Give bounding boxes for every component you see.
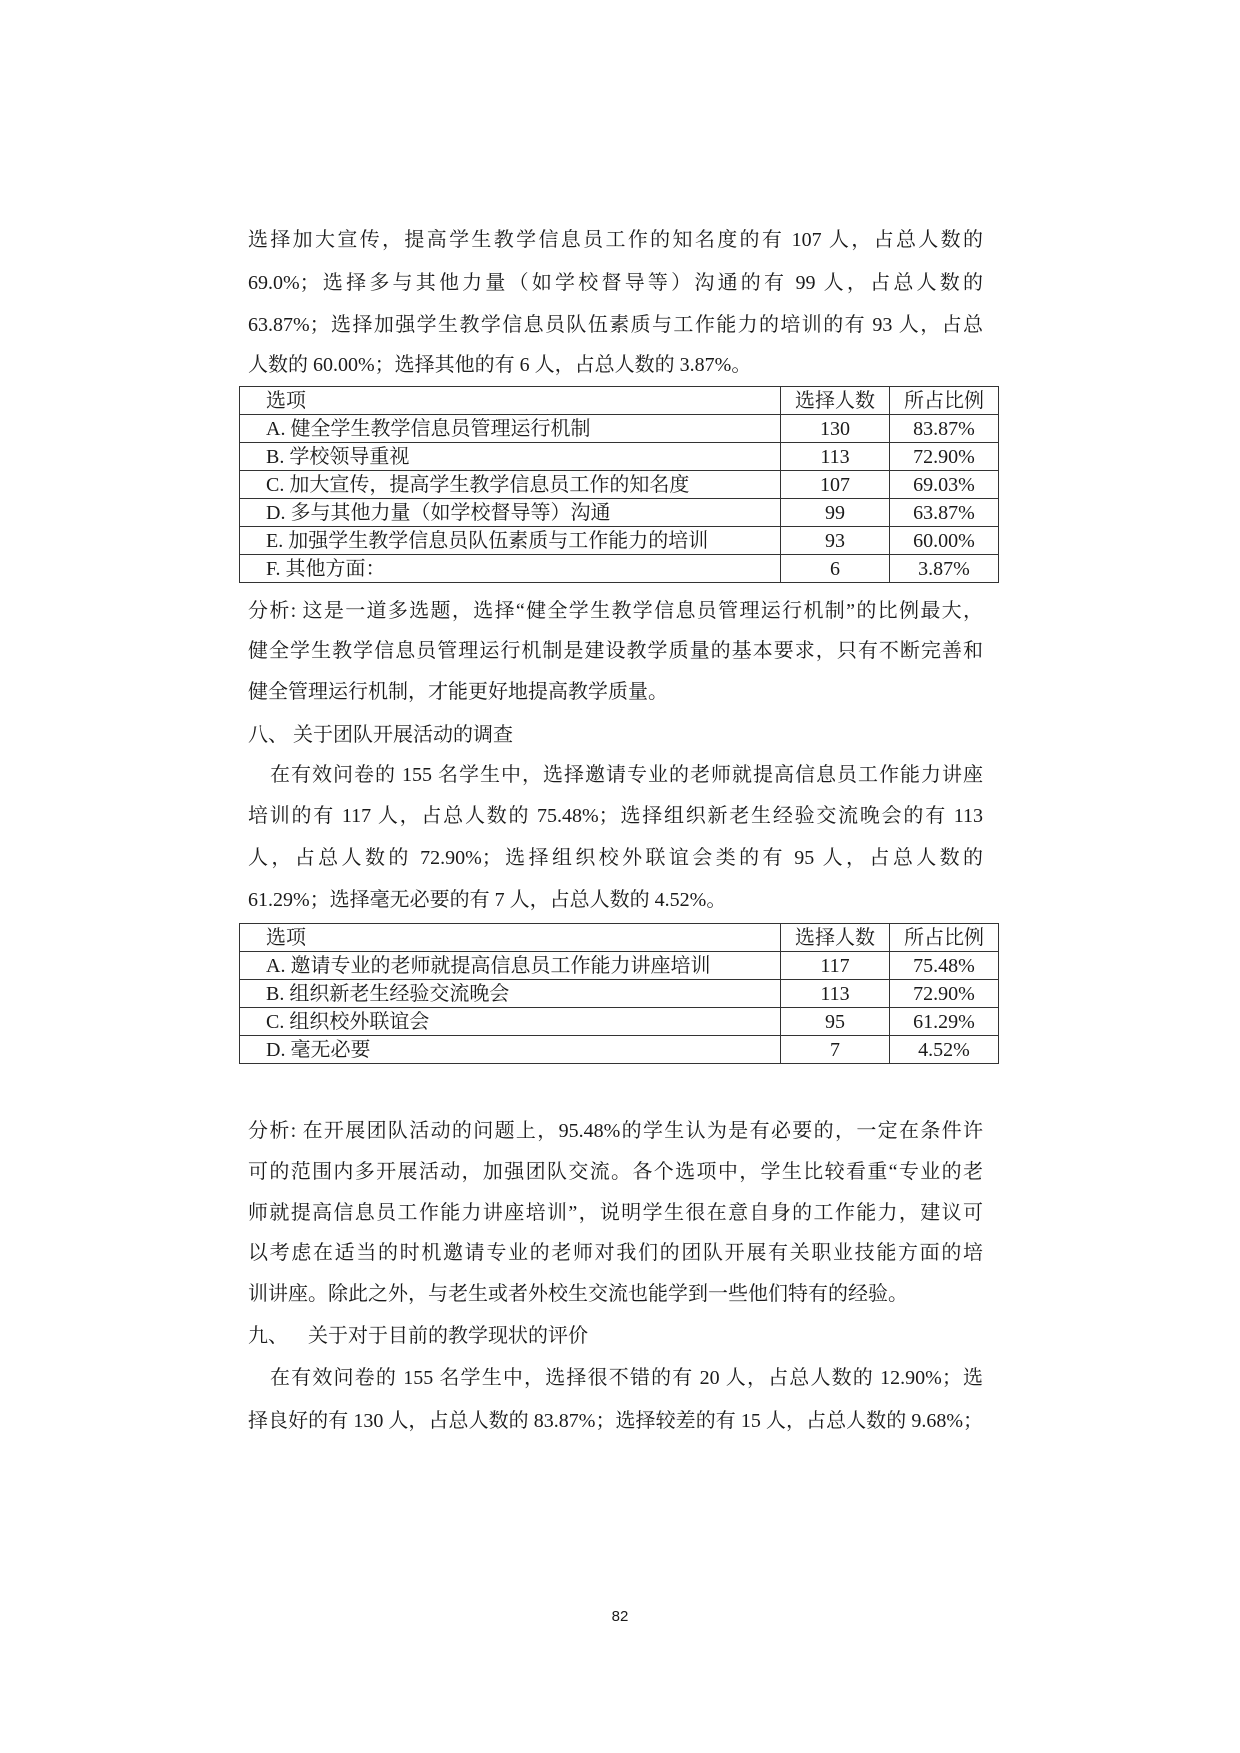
count-cell: 99	[781, 499, 890, 527]
header-ratio: 所占比例	[890, 924, 999, 952]
analysis-line: 分析: 这是一道多选题，选择“健全学生教学信息员管理运行机制”的比例最大，	[248, 600, 983, 622]
count-cell: 130	[781, 415, 890, 443]
page-number: 82	[611, 1608, 629, 1625]
count-cell: 107	[781, 471, 890, 499]
count-cell: 95	[781, 1008, 890, 1036]
ratio-cell: 3.87%	[890, 555, 999, 583]
analysis-line: 训讲座。除此之外，与老生或者外校生交流也能学到一些他们特有的经验。	[248, 1283, 908, 1305]
count-cell: 117	[781, 952, 890, 980]
table-row	[240, 952, 999, 980]
option-cell: A. 健全学生教学信息员管理运行机制	[240, 415, 781, 443]
table-row	[240, 1036, 999, 1064]
count-cell: 113	[781, 443, 890, 471]
option-cell: A. 邀请专业的老师就提高信息员工作能力讲座培训	[240, 952, 781, 980]
section-heading-9: 九、 关于对于目前的教学现状的评价	[248, 1325, 588, 1347]
header-count: 选择人数	[781, 387, 890, 415]
table-row	[240, 499, 999, 527]
option-cell: B. 学校领导重视	[240, 443, 781, 471]
paragraph-line: 63.87%；选择加强学生教学信息员队伍素质与工作能力的培训的有 93 人，占总	[248, 314, 983, 336]
option-cell: F. 其他方面：	[240, 555, 781, 583]
table-row	[240, 443, 999, 471]
option-cell: D. 毫无必要	[240, 1036, 781, 1064]
ratio-cell: 60.00%	[890, 527, 999, 555]
paragraph-line: 选择加大宣传，提高学生教学信息员工作的知名度的有 107 人，占总人数的	[248, 229, 983, 251]
option-cell: B. 组织新老生经验交流晚会	[240, 980, 781, 1008]
ratio-cell: 69.03%	[890, 471, 999, 499]
paragraph-line: 在有效问卷的 155 名学生中，选择很不错的有 20 人，占总人数的 12.90%；选	[270, 1367, 983, 1389]
header-option: 选项	[240, 387, 781, 415]
option-cell: D. 多与其他力量（如学校督导等）沟通	[240, 499, 781, 527]
table-row	[240, 555, 999, 583]
ratio-cell: 72.90%	[890, 443, 999, 471]
table-row	[240, 1008, 999, 1036]
ratio-cell: 63.87%	[890, 499, 999, 527]
count-cell: 7	[781, 1036, 890, 1064]
table-header-row	[240, 387, 999, 415]
analysis-line: 分析: 在开展团队活动的问题上，95.48%的学生认为是有必要的，一定在条件许	[248, 1120, 983, 1142]
header-option: 选项	[240, 924, 781, 952]
survey-table-2	[239, 923, 999, 1064]
section-heading-8: 八、 关于团队开展活动的调查	[248, 724, 513, 746]
header-count: 选择人数	[781, 924, 890, 952]
paragraph-line: 在有效问卷的 155 名学生中，选择邀请专业的老师就提高信息员工作能力讲座	[270, 764, 983, 786]
paragraph-line: 培训的有 117 人，占总人数的 75.48%；选择组织新老生经验交流晚会的有 113	[248, 805, 983, 827]
ratio-cell: 4.52%	[890, 1036, 999, 1064]
count-cell: 93	[781, 527, 890, 555]
analysis-line: 以考虑在适当的时机邀请专业的老师对我们的团队开展有关职业技能方面的培	[248, 1242, 983, 1264]
count-cell: 113	[781, 980, 890, 1008]
option-cell: E. 加强学生教学信息员队伍素质与工作能力的培训	[240, 527, 781, 555]
analysis-line: 可的范围内多开展活动，加强团队交流。各个选项中，学生比较看重“专业的老	[248, 1161, 983, 1183]
table-row	[240, 527, 999, 555]
table-row	[240, 471, 999, 499]
survey-table-1	[239, 386, 999, 583]
option-cell: C. 组织校外联谊会	[240, 1008, 781, 1036]
count-cell: 6	[781, 555, 890, 583]
table-row	[240, 415, 999, 443]
table-header-row	[240, 924, 999, 952]
table-row	[240, 980, 999, 1008]
paragraph-line: 69.0%；选择多与其他力量（如学校督导等）沟通的有 99 人，占总人数的	[248, 272, 983, 294]
paragraph-line: 61.29%；选择毫无必要的有 7 人，占总人数的 4.52%。	[248, 889, 727, 911]
ratio-cell: 72.90%	[890, 980, 999, 1008]
paragraph-line: 择良好的有 130 人，占总人数的 83.87%；选择较差的有 15 人，占总人数的 9.68%；	[248, 1410, 983, 1432]
option-cell: C. 加大宣传，提高学生教学信息员工作的知名度	[240, 471, 781, 499]
ratio-cell: 83.87%	[890, 415, 999, 443]
paragraph-line: 人，占总人数的 72.90%；选择组织校外联谊会类的有 95 人，占总人数的	[248, 847, 983, 869]
ratio-cell: 61.29%	[890, 1008, 999, 1036]
ratio-cell: 75.48%	[890, 952, 999, 980]
header-ratio: 所占比例	[890, 387, 999, 415]
paragraph-line: 人数的 60.00%；选择其他的有 6 人，占总人数的 3.87%。	[248, 354, 752, 376]
analysis-line: 健全学生教学信息员管理运行机制是建设教学质量的基本要求，只有不断完善和	[248, 640, 983, 662]
analysis-line: 健全管理运行机制，才能更好地提高教学质量。	[248, 681, 668, 703]
analysis-line: 师就提高信息员工作能力讲座培训”，说明学生很在意自身的工作能力，建议可	[248, 1202, 983, 1224]
